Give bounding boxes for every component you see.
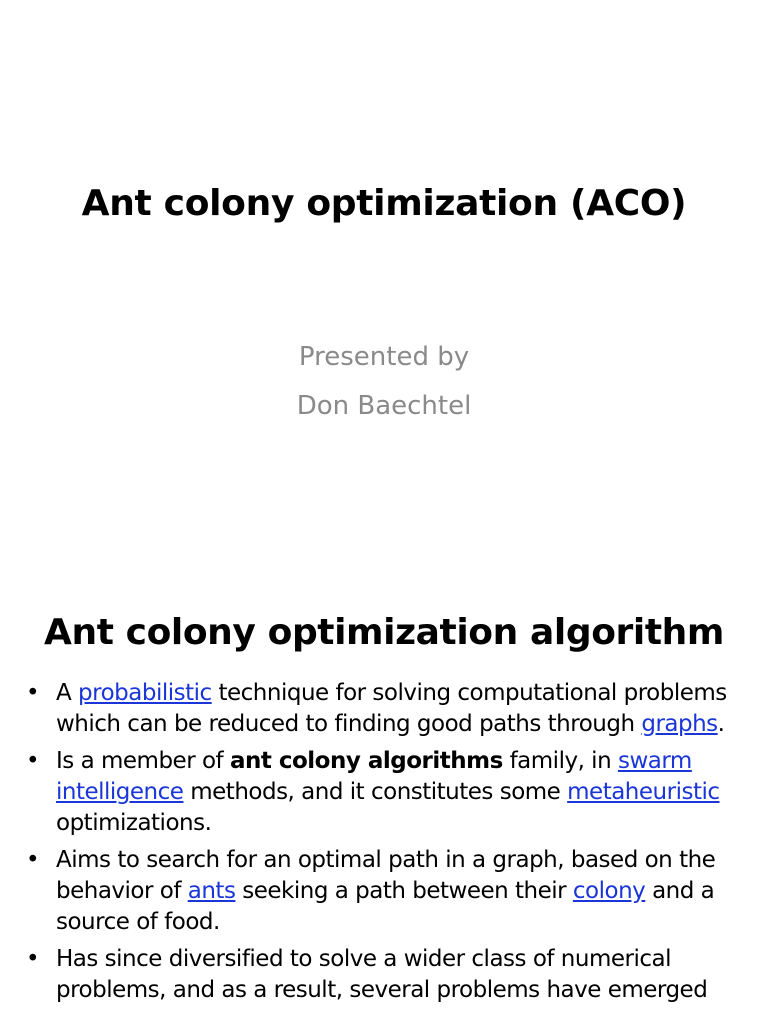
text-segment: Is a member of	[56, 748, 230, 774]
bullet-list	[26, 678, 768, 1012]
subtitle-line-presented-by: Presented by	[298, 342, 470, 372]
link-swarm-intelligence[interactable]: swarm intelligence	[56, 748, 692, 805]
bullet-item	[26, 678, 768, 740]
slide-title: Ant colony optimization (ACO)	[81, 183, 687, 224]
link-probabilistic[interactable]: probabilistic	[78, 680, 212, 706]
bullet-text	[56, 946, 707, 1003]
slide-subtitle	[0, 333, 768, 431]
text-segment: .	[717, 711, 725, 737]
bullet-marker: •	[26, 847, 40, 873]
text-segment: methods, and it constitutes some	[183, 779, 568, 805]
link-metaheuristic[interactable]: metaheuristic	[567, 779, 720, 805]
link-ants[interactable]: ants	[187, 878, 236, 904]
text-segment: family, in	[502, 748, 618, 774]
slide-title: Ant colony optimization algorithm	[44, 612, 724, 653]
text-segment: optimizations.	[56, 810, 212, 836]
text-segment: technique for solving computational problems which can be reduced to finding good paths through	[56, 680, 727, 737]
bullet-marker: •	[26, 680, 40, 706]
text-segment: Aims to search for an optimal path in a graph, based on the behavior of	[56, 847, 716, 904]
bullet-item	[26, 944, 768, 1006]
text-segment: seeking a path between their	[235, 878, 573, 904]
bullet-text	[56, 847, 715, 935]
bullet-text	[56, 748, 720, 836]
bullet-marker: •	[26, 748, 40, 774]
bullet-text	[56, 680, 727, 737]
link-colony[interactable]: colony	[572, 878, 646, 904]
link-graphs[interactable]: graphs	[641, 711, 718, 737]
subtitle-line-author: Don Baechtel	[296, 391, 472, 421]
bullet-item	[26, 746, 768, 839]
text-segment: Has since diversified to solve a wider class of numerical problems, and as a result, several problems have emerged	[56, 946, 708, 1003]
bullet-item	[26, 845, 768, 938]
bold-term: ant colony algorithms	[229, 748, 503, 774]
text-segment: A	[56, 680, 79, 706]
text-segment: and a source of food.	[56, 878, 715, 935]
bullet-marker: •	[26, 946, 40, 972]
content-slide	[0, 576, 768, 1024]
